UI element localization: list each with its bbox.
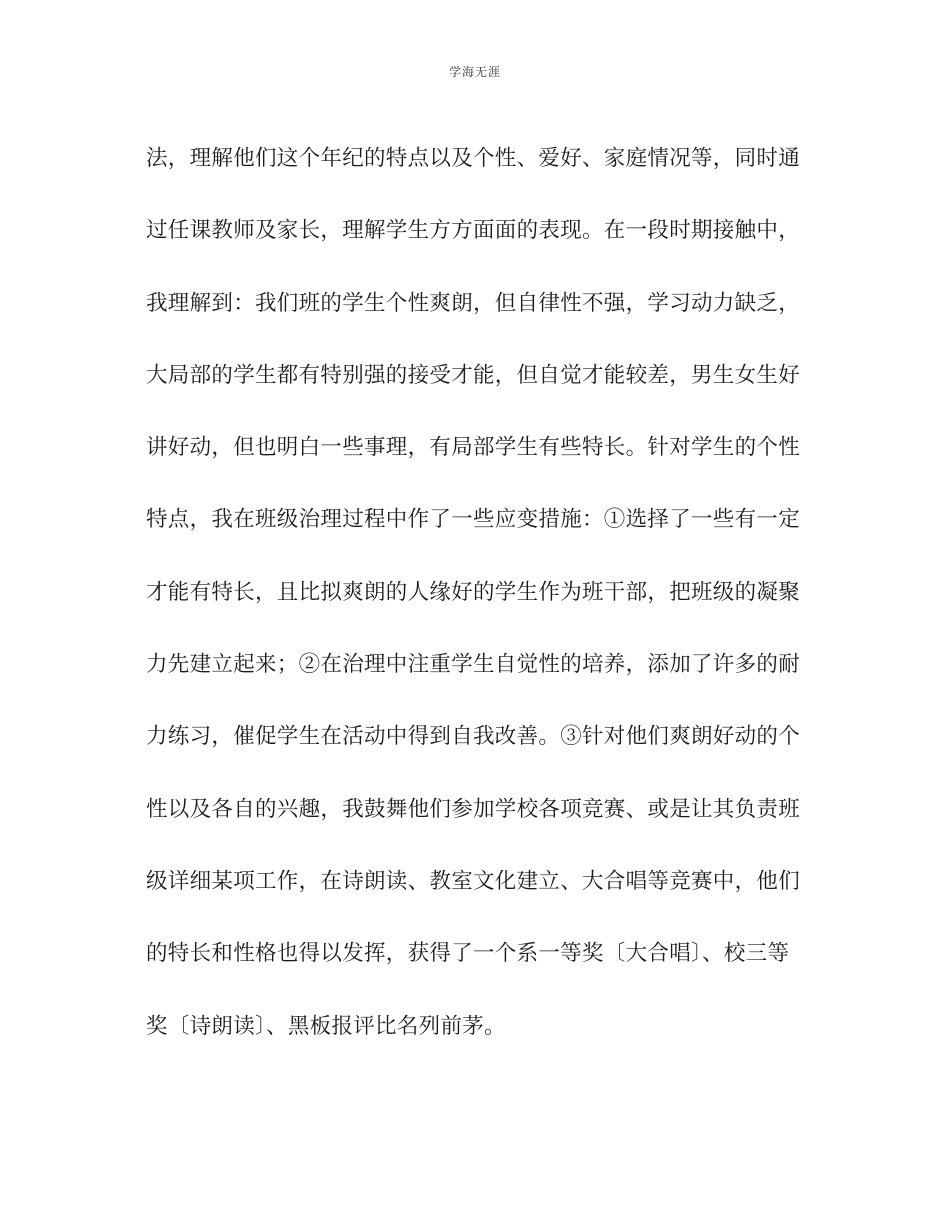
text-line: 奖〔诗朗读〕、黑板报评比名列前茅。 — [146, 1013, 506, 1039]
text-line: 讲好动，但也明白一些事理，有局部学生有些特长。针对学生的个性 — [146, 435, 801, 461]
text-line: 法，理解他们这个年纪的特点以及个性、爱好、家庭情况等，同时通 — [146, 146, 801, 171]
text-line: 特点，我在班级治理过程中作了一些应变措施：①选择了一些有一定 — [146, 507, 801, 533]
text-line: 力练习，催促学生在活动中得到自我改善。③针对他们爽朗好动的个 — [146, 724, 801, 750]
text-line: 性以及各自的兴趣，我鼓舞他们参加学校各项竞赛、或是让其负责班 — [146, 796, 801, 822]
text-line: 级详细某项工作，在诗朗读、教室文化建立、大合唱等竞赛中，他们 — [146, 868, 801, 894]
text-line: 大局部的学生都有特别强的接受才能，但自觉才能较差，男生女生好 — [146, 362, 801, 388]
text-line: 我理解到：我们班的学生个性爽朗，但自律性不强，学习动力缺乏， — [146, 290, 801, 316]
page-header: 学海无涯 — [448, 65, 501, 79]
text-line: 的特长和性格也得以发挥，获得了一个系一等奖〔大合唱〕、校三等 — [146, 941, 790, 967]
text-line: 才能有特长，且比拟爽朗的人缘好的学生作为班干部，把班级的凝聚 — [146, 579, 801, 605]
text-line: 过任课教师及家长，理解学生方方面面的表现。在一段时期接触中， — [146, 218, 801, 244]
text-line: 力先建立起来；②在治理中注重学生自觉性的培养，添加了许多的耐 — [146, 652, 801, 678]
document-body — [146, 137, 806, 1077]
